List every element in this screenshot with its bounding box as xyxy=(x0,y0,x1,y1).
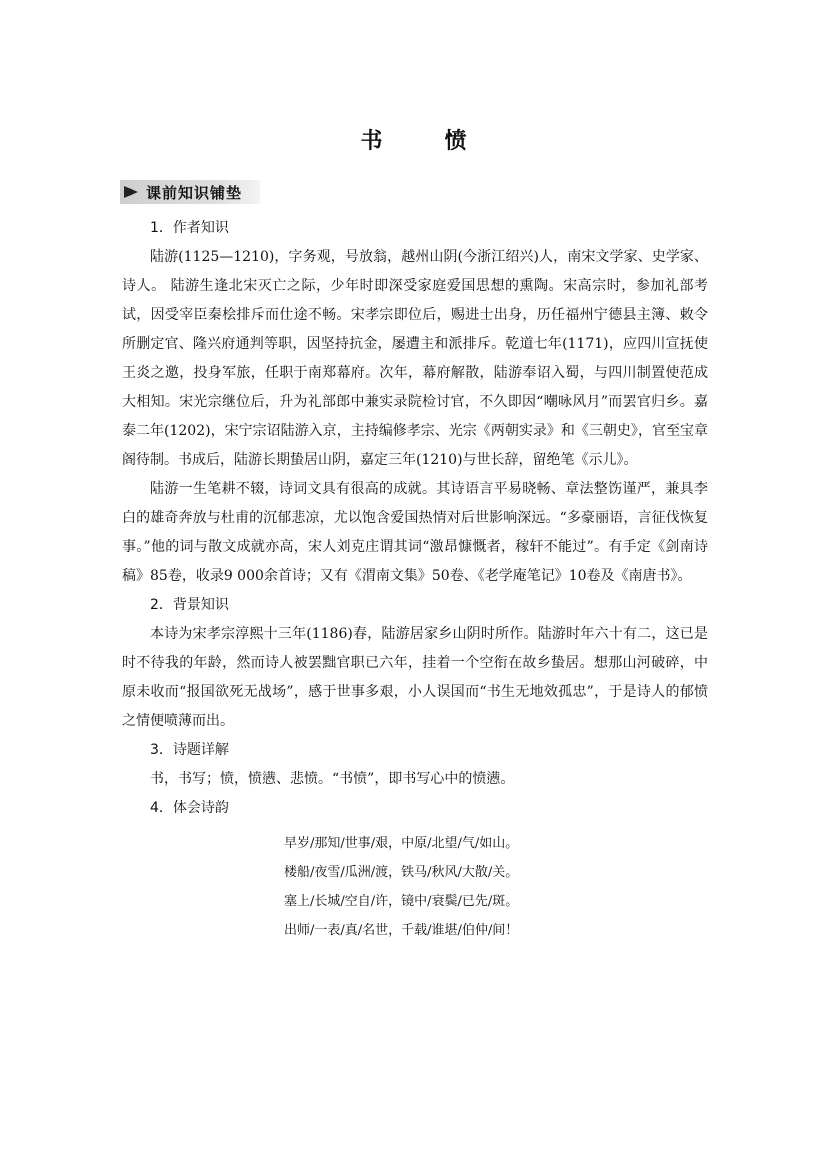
poem-line: 出师/一表/真/名世，千载/谁堪/伯仲/间！ xyxy=(284,923,519,938)
poem-line: 早岁/那知/世事/艰，中原/北望/气/如山。 xyxy=(284,836,519,851)
section-heading: 2．背景知识 xyxy=(150,597,229,613)
section-banner xyxy=(120,180,260,204)
page-title: 书 愤 xyxy=(360,129,487,154)
section-heading: 1．作者知识 xyxy=(150,220,229,236)
section-banner-label: 课前知识铺垫 xyxy=(146,184,243,202)
poem-line: 楼船/夜雪/瓜洲/渡，铁马/秋风/大散/关。 xyxy=(284,865,519,880)
section-heading: 3．诗题详解 xyxy=(150,742,229,758)
section-heading: 4．体会诗韵 xyxy=(150,800,229,816)
section-background xyxy=(122,591,708,736)
content-body xyxy=(122,214,708,945)
section-author xyxy=(122,214,708,591)
poem-block xyxy=(122,829,708,945)
paragraph: 书，书写；愤，愤懑、悲愤。“书愤”，即书写心中的愤懑。 xyxy=(150,771,515,787)
paragraph: 本诗为宋孝宗淳熙十三年(1186)春，陆游居家乡山阴时所作。陆游时年六十有二，这已是时不待我的年龄，然而诗人被罢黜官职已六年，挂着一个空衔在故乡蛰居。想那山河破碎，中原未收而“报国欲死无战场”，感于世事多艰，小人误国而“书生无地效孤忠”，于是诗人的郁愤之情便喷薄而出。 xyxy=(122,626,708,729)
paragraph: 陆游一生笔耕不辍，诗词文具有很高的成就。其诗语言平易晓畅、章法整饬谨严，兼具李白的雄奇奔放与杜甫的沉郁悲凉，尤以饱含爱国热情对后世影响深远。“多豪丽语，言征伐恢复事。”他的词与散文成就亦高，宋人刘克庄谓其词“激昂慷慨者，稼轩不能过”。有手定《剑南诗稿》85卷，收录9 000余首诗；又有《渭南文集》50卷、《老学庵笔记》10卷及《南唐书》。 xyxy=(122,481,708,584)
arrow-icon xyxy=(124,186,138,198)
paragraph: 陆游(1125—1210)，字务观，号放翁，越州山阴(今浙江绍兴)人，南宋文学家、史学家、诗人。 陆游生逢北宋灭亡之际，少年时即深受家庭爱国思想的熏陶。宋高宗时，参加礼部考试，因受宰臣秦桧排斥而仕途不畅。宋孝宗即位后，赐进士出身，历任福州宁德县主簿、敕令所删定官、隆兴府通判等职，因坚持抗金，屡遭主和派排斥。乾道七年(1171)，应四川宣抚使王炎之邀，投身军旅，任职于南郑幕府。次年，幕府解散，陆游奉诏入蜀，与四川制置使范成大相知。宋光宗继位后，升为礼部郎中兼实录院检讨官，不久即因“嘲咏风月”而罢官归乡。嘉泰二年(1202)，宋宁宗诏陆游入京，主持编修孝宗、光宗《两朝实录》和《三朝史》，官至宝章阁待制。书成后，陆游长期蛰居山阴，嘉定三年(1210)与世长辞，留绝笔《示儿》。 xyxy=(122,249,708,468)
section-poem xyxy=(122,794,708,945)
poem-line: 塞上/长城/空自/许，镜中/衰鬓/已先/斑。 xyxy=(284,894,519,909)
section-title-explanation xyxy=(122,736,708,794)
